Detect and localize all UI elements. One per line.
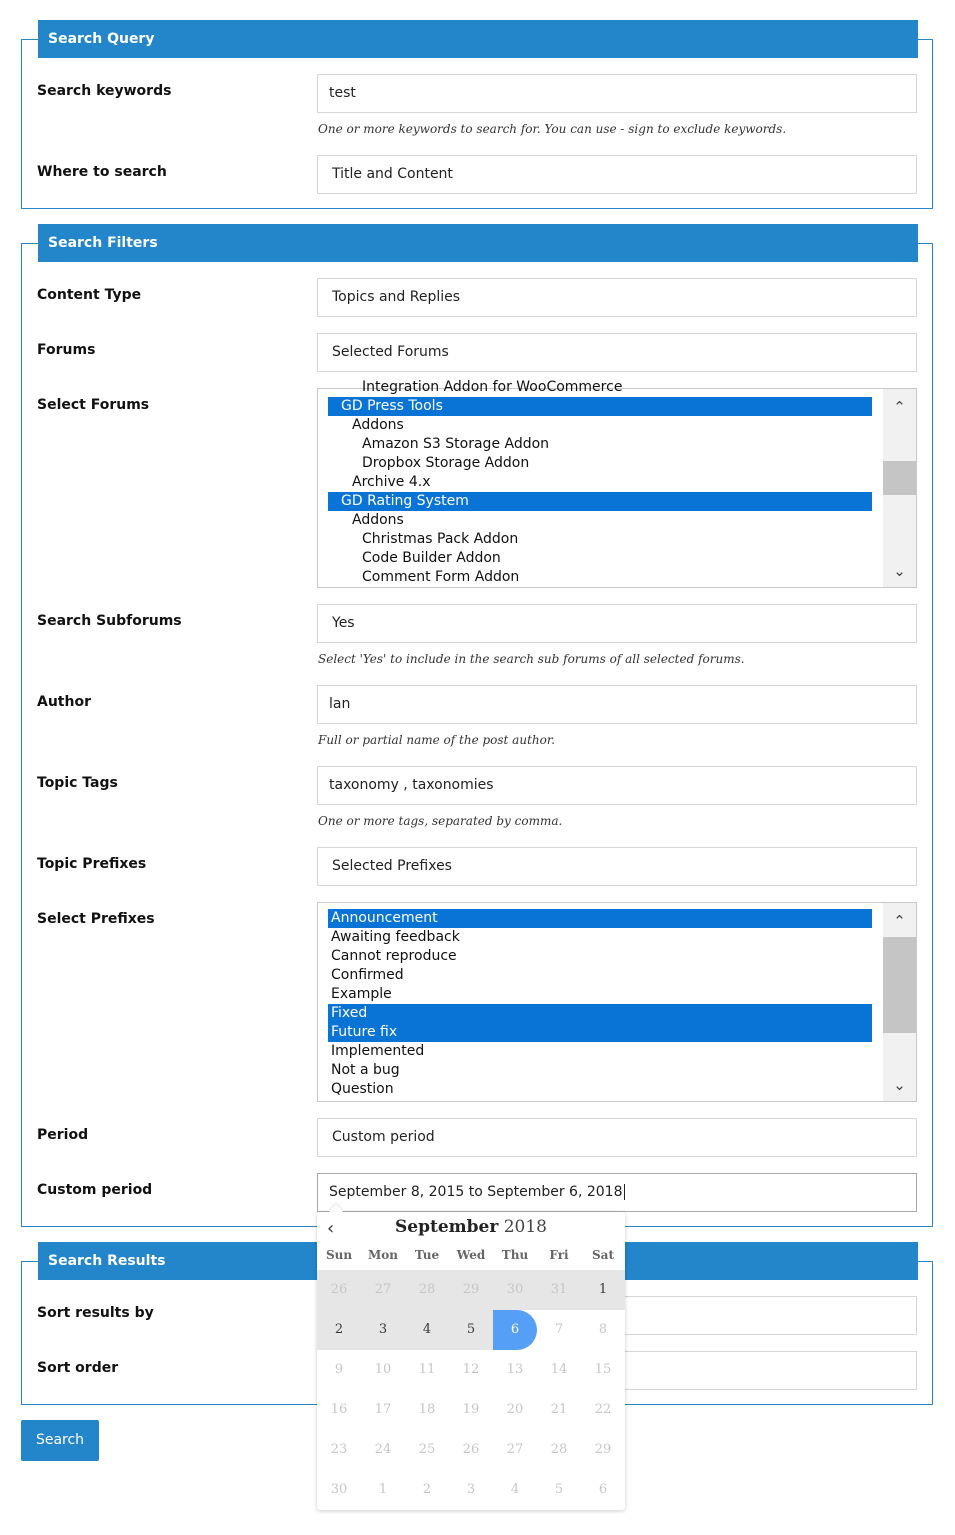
calendar-day[interactable]: 21 <box>550 1402 568 1417</box>
select-prefixes-label: Select Prefixes <box>37 911 155 927</box>
sort-results-by-label: Sort results by <box>37 1305 154 1321</box>
select-forums-listbox[interactable] <box>317 379 917 588</box>
calendar-day[interactable]: 22 <box>594 1402 612 1417</box>
forum-option[interactable]: Amazon S3 Storage Addon <box>362 436 550 452</box>
calendar-day[interactable]: 12 <box>462 1362 480 1377</box>
weekday-label: Mon <box>367 1248 398 1262</box>
calendar-day[interactable]: 30 <box>330 1482 348 1497</box>
calendar-day[interactable]: 5 <box>554 1482 564 1497</box>
search-keywords-input[interactable]: test <box>317 74 917 113</box>
period-select[interactable]: Custom period <box>317 1118 917 1157</box>
calendar-day[interactable]: 29 <box>449 1270 493 1310</box>
where-to-search-select[interactable]: Title and Content <box>317 155 917 194</box>
search-keywords-label: Search keywords <box>37 83 172 99</box>
search-subforums-help: Select 'Yes' to include in the search sub forums of all selected forums. <box>318 652 745 666</box>
topic-prefixes-select[interactable]: Selected Prefixes <box>317 847 917 886</box>
calendar-day[interactable]: 1 <box>581 1270 625 1310</box>
calendar-week <box>317 1350 625 1390</box>
content-type-select[interactable]: Topics and Replies <box>317 278 917 317</box>
topic-tags-label: Topic Tags <box>37 775 118 791</box>
prefix-options <box>328 909 872 1099</box>
forum-option[interactable]: Code Builder Addon <box>362 550 501 566</box>
calendar-day[interactable]: 28 <box>550 1442 568 1457</box>
prefix-option[interactable]: Cannot reproduce <box>331 948 457 964</box>
sort-order-label: Sort order <box>37 1360 119 1376</box>
scroll-down-icon[interactable]: ⌄ <box>893 562 906 580</box>
topic-tags-input[interactable]: taxonomy , taxonomies <box>317 766 917 805</box>
calendar-week <box>317 1390 625 1430</box>
author-help: Full or partial name of the post author. <box>318 733 556 747</box>
content-type-label: Content Type <box>37 287 142 303</box>
calendar-day[interactable]: 20 <box>506 1402 524 1417</box>
forum-option[interactable]: GD Rating System <box>328 492 872 511</box>
prefix-option[interactable]: Future fix <box>328 1023 872 1042</box>
calendar-day[interactable]: 7 <box>554 1322 564 1337</box>
forums-scrollbar[interactable] <box>883 389 916 587</box>
calendar-day[interactable]: 16 <box>330 1402 348 1417</box>
calendar-day[interactable]: 4 <box>510 1482 520 1497</box>
datepicker-popup <box>317 1212 625 1510</box>
calendar-day[interactable]: 17 <box>374 1402 392 1417</box>
forum-option[interactable]: Comment Form Addon <box>362 569 520 585</box>
calendar-day[interactable]: 6 <box>598 1482 608 1497</box>
prefix-option[interactable]: Fixed <box>328 1004 872 1023</box>
forum-option[interactable]: Archive 4.x <box>352 474 431 490</box>
prefix-option[interactable]: Awaiting feedback <box>331 929 460 945</box>
scroll-down-icon[interactable]: ⌄ <box>893 1076 906 1094</box>
search-query-legend: Search Query <box>38 20 918 58</box>
prefix-option[interactable]: Implemented <box>331 1043 425 1059</box>
calendar-day[interactable]: 30 <box>493 1270 537 1310</box>
custom-period-input[interactable] <box>317 1173 917 1212</box>
calendar-week <box>317 1310 625 1350</box>
search-keywords-help: One or more keywords to search for. You can use - sign to exclude keywords. <box>318 122 787 136</box>
calendar-day[interactable]: 9 <box>334 1362 344 1377</box>
datepicker-year[interactable]: 2018 <box>503 1217 547 1237</box>
forum-option[interactable]: Addons <box>352 512 404 528</box>
prefix-option[interactable]: Announcement <box>328 909 872 928</box>
calendar-day[interactable]: 1 <box>378 1482 388 1497</box>
search-subforums-label: Search Subforums <box>37 613 182 629</box>
calendar-day[interactable]: 27 <box>361 1270 405 1310</box>
calendar-day[interactable]: 2 <box>422 1482 432 1497</box>
forum-option[interactable]: Integration Addon for WooCommerce <box>362 379 623 395</box>
search-filters-fieldset <box>21 235 933 1227</box>
weekday-label: Sat <box>592 1248 614 1262</box>
forum-option[interactable]: Addons <box>352 417 404 433</box>
custom-period-value: September 8, 2015 to September 6, 2018 <box>329 1184 623 1200</box>
calendar-day[interactable]: 15 <box>594 1362 612 1377</box>
calendar-day[interactable]: 4 <box>405 1310 449 1350</box>
prefix-option[interactable]: Example <box>331 986 392 1002</box>
forums-label: Forums <box>37 342 96 358</box>
weekday-label: Sun <box>325 1248 353 1262</box>
calendar-day[interactable]: 29 <box>594 1442 612 1457</box>
calendar-day[interactable]: 31 <box>537 1270 581 1310</box>
calendar-day[interactable]: 14 <box>550 1362 568 1377</box>
calendar-week <box>317 1270 625 1310</box>
calendar-day[interactable]: 6 <box>493 1310 537 1350</box>
weekday-label: Tue <box>414 1248 440 1262</box>
datepicker-days <box>317 1270 625 1510</box>
calendar-day[interactable]: 25 <box>418 1442 436 1457</box>
prev-month-icon[interactable]: ‹ <box>327 1218 335 1239</box>
search-subforums-select[interactable]: Yes <box>317 604 917 643</box>
search-results-legend: Search Results <box>38 1242 918 1280</box>
author-label: Author <box>37 694 91 710</box>
forum-options <box>328 378 872 587</box>
author-input[interactable]: lan <box>317 685 917 724</box>
custom-period-label: Custom period <box>37 1182 153 1198</box>
search-filters-legend: Search Filters <box>38 224 918 262</box>
weekday-label: Thu <box>501 1248 529 1262</box>
prefixes-scrollbar[interactable] <box>883 903 916 1101</box>
topic-tags-help: One or more tags, separated by comma. <box>318 814 563 828</box>
calendar-day[interactable]: 23 <box>330 1442 348 1457</box>
topic-prefixes-label: Topic Prefixes <box>37 856 147 872</box>
calendar-day[interactable]: 26 <box>317 1270 361 1310</box>
scrollbar-thumb[interactable] <box>883 937 916 1033</box>
calendar-day[interactable]: 3 <box>361 1310 405 1350</box>
forum-option[interactable]: GD Press Tools <box>328 397 872 416</box>
calendar-day[interactable]: 24 <box>374 1442 392 1457</box>
forum-option[interactable]: Christmas Pack Addon <box>362 531 519 547</box>
weekday-label: Wed <box>456 1248 486 1262</box>
text-caret <box>624 1184 625 1200</box>
calendar-day[interactable]: 18 <box>418 1402 436 1417</box>
calendar-day[interactable]: 26 <box>462 1442 480 1457</box>
datepicker-weekdays <box>317 1248 625 1264</box>
datepicker-header <box>317 1217 625 1243</box>
calendar-day[interactable]: 28 <box>405 1270 449 1310</box>
calendar-day[interactable]: 13 <box>506 1362 524 1377</box>
calendar-day[interactable]: 3 <box>466 1482 476 1497</box>
calendar-week <box>317 1430 625 1470</box>
scroll-up-icon[interactable]: ⌃ <box>893 912 906 930</box>
calendar-day[interactable]: 5 <box>449 1310 493 1350</box>
select-prefixes-listbox[interactable] <box>317 902 917 1102</box>
calendar-day[interactable]: 27 <box>506 1442 524 1457</box>
calendar-day[interactable]: 2 <box>317 1310 361 1350</box>
forum-option[interactable]: Dropbox Storage Addon <box>362 455 530 471</box>
calendar-day[interactable]: 19 <box>462 1402 480 1417</box>
period-label: Period <box>37 1127 89 1143</box>
prefix-option[interactable]: Confirmed <box>331 967 404 983</box>
scroll-up-icon[interactable]: ⌃ <box>893 398 906 416</box>
forums-select[interactable]: Selected Forums <box>317 333 917 372</box>
prefix-option[interactable]: Not a bug <box>331 1062 400 1078</box>
calendar-week <box>317 1470 625 1510</box>
where-to-search-label: Where to search <box>37 164 167 180</box>
calendar-day[interactable]: 11 <box>418 1362 436 1377</box>
calendar-day[interactable]: 10 <box>374 1362 392 1377</box>
select-forums-label: Select Forums <box>37 397 150 413</box>
scrollbar-thumb[interactable] <box>883 461 916 495</box>
datepicker-month[interactable]: September <box>395 1217 499 1237</box>
prefix-option[interactable]: Question <box>331 1081 394 1097</box>
calendar-day[interactable]: 8 <box>598 1322 608 1337</box>
weekday-label: Fri <box>549 1248 569 1262</box>
search-query-fieldset <box>21 31 933 209</box>
search-button[interactable]: Search <box>21 1420 99 1461</box>
